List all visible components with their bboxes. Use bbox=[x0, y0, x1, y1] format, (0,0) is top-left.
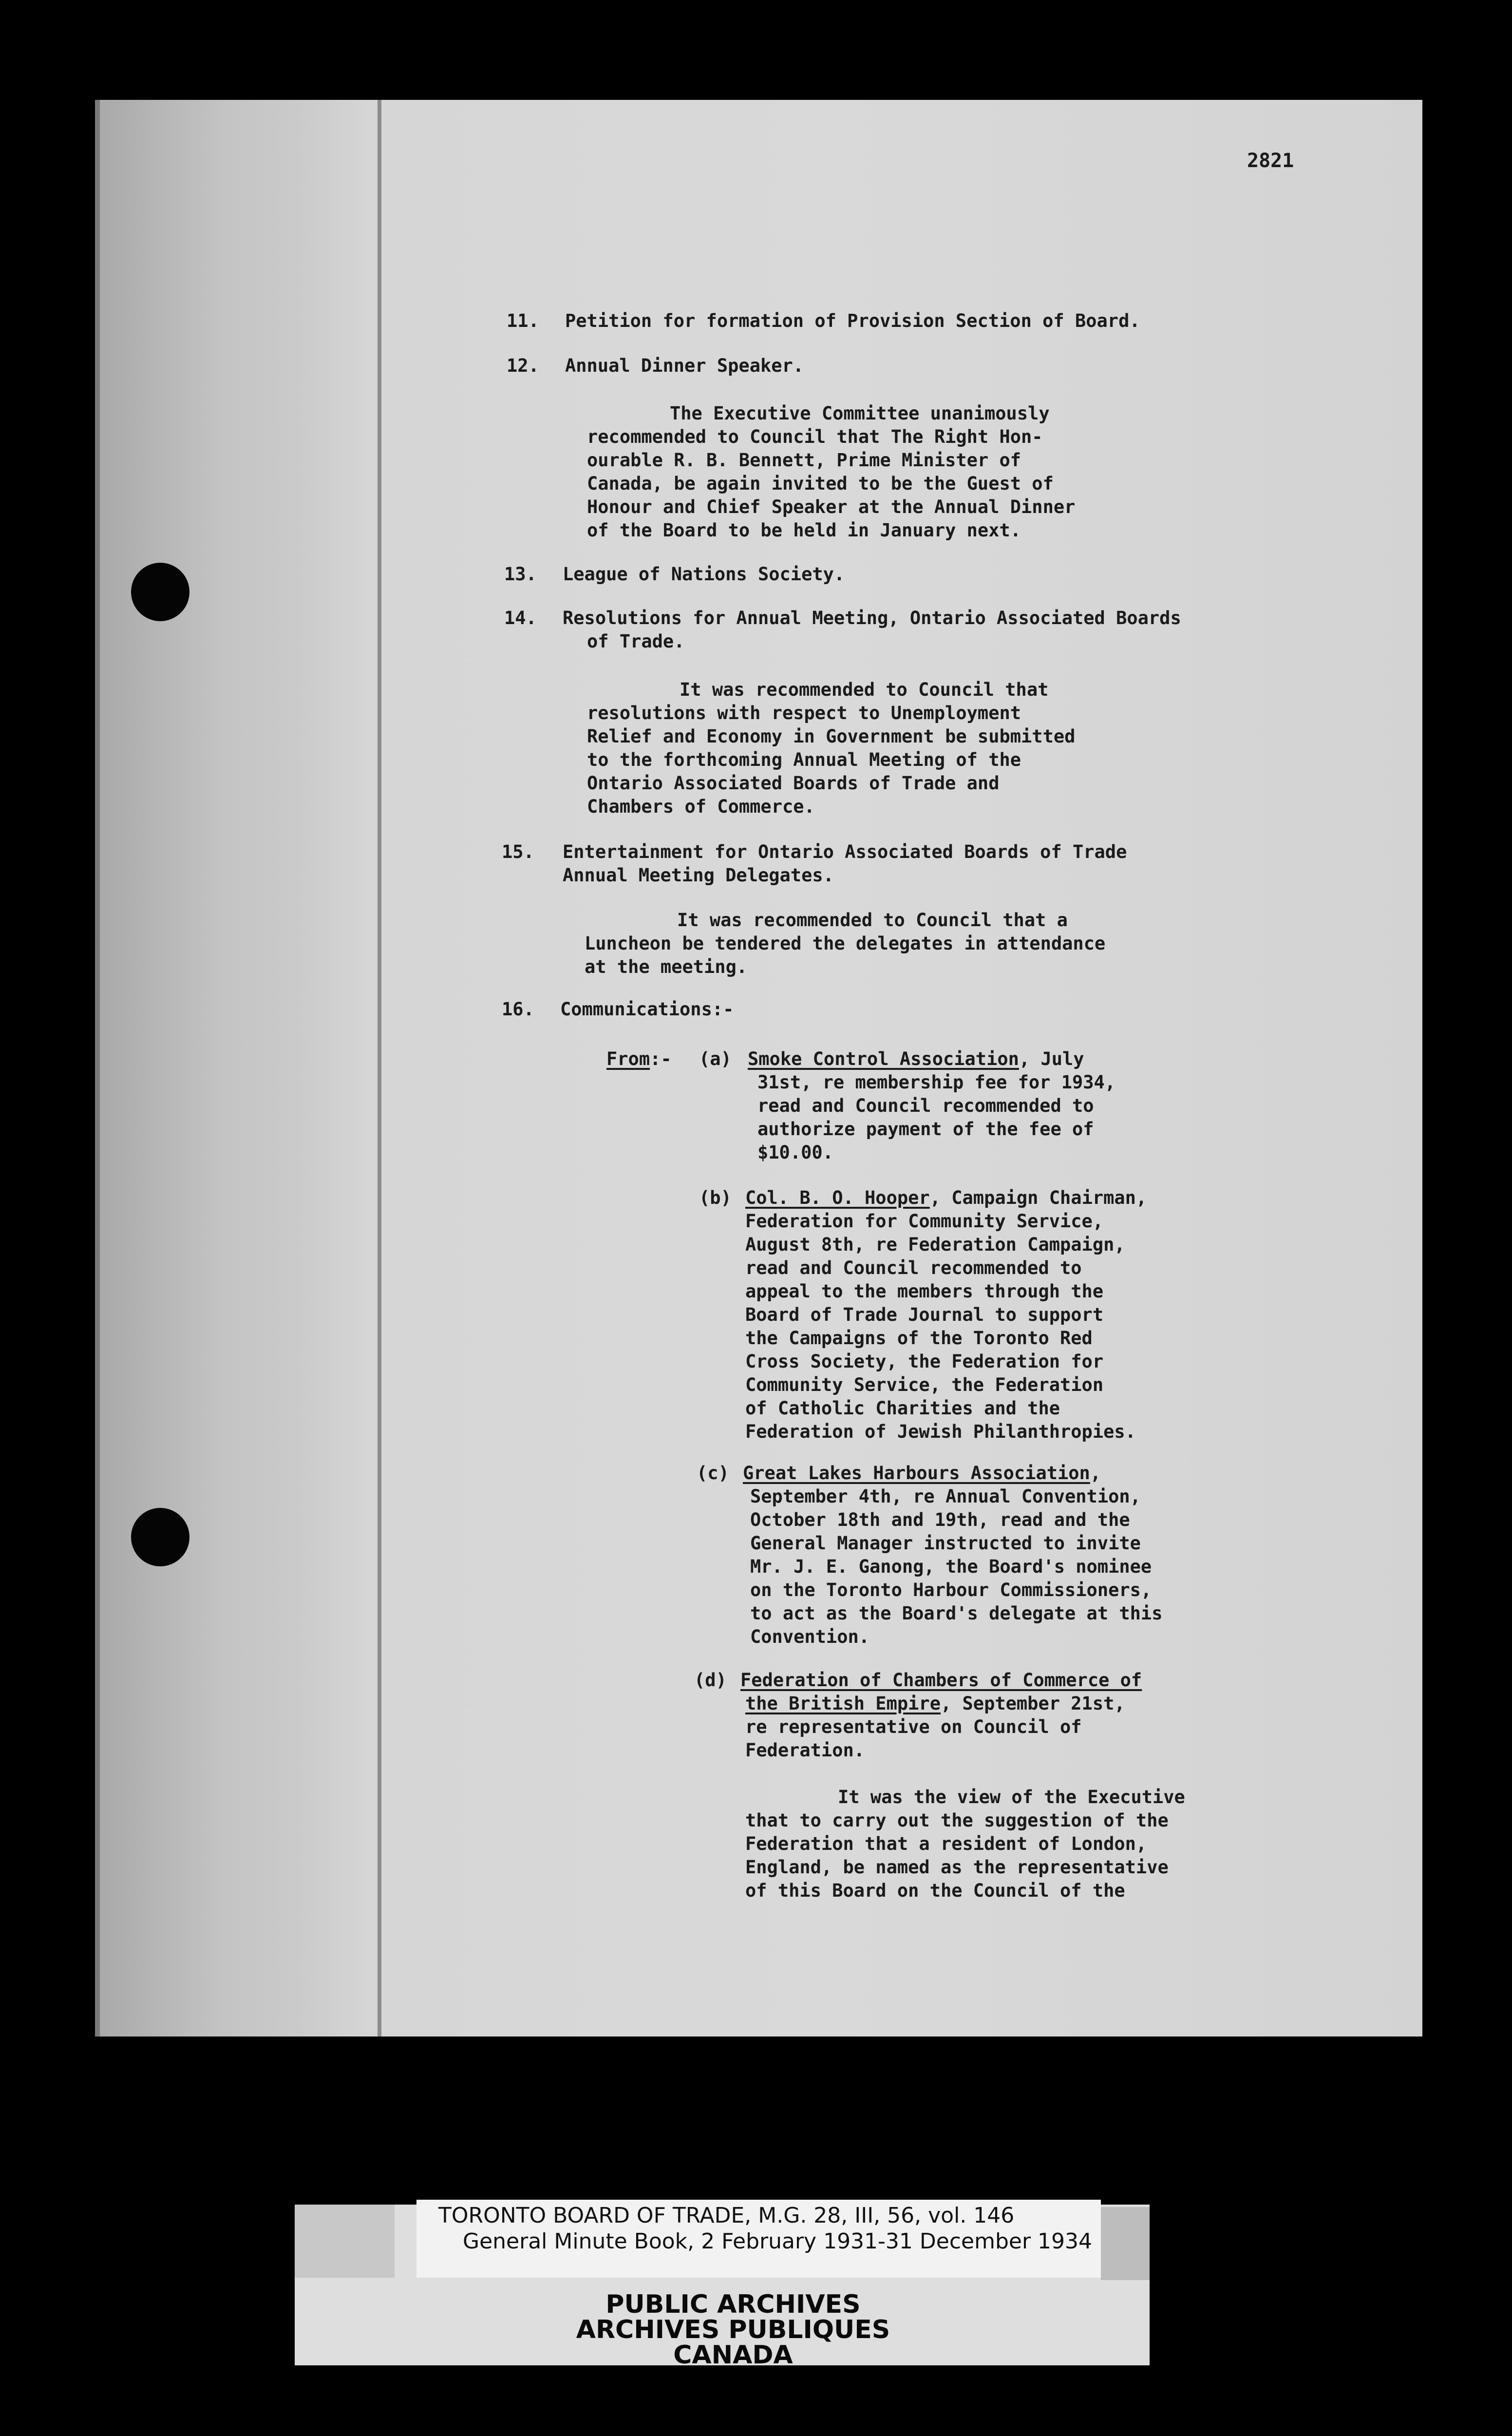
item-number: 16. bbox=[502, 999, 534, 1020]
comm-line: re representative on Council of bbox=[745, 1716, 1082, 1737]
item-title: Annual Meeting Delegates. bbox=[563, 865, 834, 886]
item-title: Resolutions for Annual Meeting, Ontario Associated Boards bbox=[563, 608, 1181, 628]
comm-line: Convention. bbox=[750, 1626, 870, 1647]
archive-label-tab bbox=[295, 2205, 395, 2278]
comm-line: authorize payment of the fee of bbox=[757, 1119, 1094, 1140]
paragraph-line: that to carry out the suggestion of the bbox=[745, 1810, 1169, 1831]
paragraph-line: Ontario Associated Boards of Trade and bbox=[587, 773, 1000, 794]
comm-line: of Catholic Charities and the bbox=[745, 1398, 1060, 1419]
comm-letter: (b) bbox=[699, 1187, 732, 1208]
paragraph-line: England, be named as the representative bbox=[745, 1857, 1169, 1878]
paragraph-line: of the Board to be held in January next. bbox=[587, 520, 1021, 541]
comm-line: August 8th, re Federation Campaign, bbox=[745, 1234, 1125, 1255]
item-number: 12. bbox=[507, 355, 539, 376]
paragraph-line: resolutions with respect to Unemployment bbox=[587, 703, 1021, 723]
archive-reference-line2: General Minute Book, 2 February 1931-31 December 1934 bbox=[463, 2229, 1093, 2254]
paragraph-line: Federation that a resident of London, bbox=[745, 1833, 1147, 1854]
item-title: Petition for formation of Provision Section of Board. bbox=[565, 310, 1140, 331]
item-title: Entertainment for Ontario Associated Boards of Trade bbox=[563, 841, 1127, 862]
comm-line: Community Service, the Federation bbox=[745, 1374, 1104, 1395]
archives-name-en: PUBLIC ARCHIVES bbox=[605, 2290, 861, 2319]
comm-d-heading: Federation of Chambers of Commerce of bbox=[740, 1670, 1142, 1691]
archive-reference-line1: TORONTO BOARD OF TRADE, M.G. 28, III, 56, vol. 146 bbox=[438, 2203, 1015, 2228]
comm-b-heading: Col. B. O. Hooper, Campaign Chairman, bbox=[745, 1187, 1147, 1208]
comm-letter: (c) bbox=[697, 1463, 729, 1484]
archives-country: CANADA bbox=[673, 2341, 793, 2370]
comm-line: Federation of Jewish Philanthropies. bbox=[745, 1421, 1136, 1442]
paragraph-line: recommended to Council that The Right Hon- bbox=[587, 426, 1043, 447]
item-title: Annual Dinner Speaker. bbox=[565, 355, 804, 376]
archive-label-tab bbox=[1101, 2207, 1150, 2280]
paragraph-line: Honour and Chief Speaker at the Annual Dinner bbox=[587, 496, 1076, 517]
item-number: 13. bbox=[504, 564, 537, 585]
comm-line: on the Toronto Harbour Commissioners, bbox=[750, 1580, 1152, 1600]
comm-line: Board of Trade Journal to support bbox=[745, 1304, 1104, 1325]
comm-line: the Campaigns of the Toronto Red bbox=[745, 1328, 1093, 1349]
paragraph-line: Luncheon be tendered the delegates in attendance bbox=[585, 933, 1106, 954]
comm-line: October 18th and 19th, read and the bbox=[750, 1509, 1130, 1530]
comm-a-heading: Smoke Control Association, July bbox=[748, 1048, 1084, 1069]
item-number: 11. bbox=[507, 310, 539, 331]
comm-line: General Manager instructed to invite bbox=[750, 1533, 1141, 1554]
item-title: Communications:- bbox=[560, 999, 734, 1020]
punch-hole bbox=[131, 1508, 189, 1566]
comm-line: to act as the Board's delegate at this bbox=[750, 1603, 1163, 1624]
comm-line: September 4th, re Annual Convention, bbox=[750, 1486, 1141, 1507]
margin-rule bbox=[378, 100, 381, 2036]
paragraph-line: It was the view of the Executive bbox=[838, 1787, 1185, 1808]
item-title: of Trade. bbox=[587, 631, 685, 652]
comm-line: read and Council recommended to bbox=[757, 1095, 1094, 1116]
paragraph-line: at the meeting. bbox=[585, 956, 748, 977]
paragraph-line: of this Board on the Council of the bbox=[745, 1880, 1125, 1901]
comm-line: Federation for Community Service, bbox=[745, 1211, 1104, 1232]
comm-line: Mr. J. E. Ganong, the Board's nominee bbox=[750, 1556, 1152, 1577]
comm-line: $10.00. bbox=[757, 1142, 833, 1163]
item-number: 14. bbox=[504, 608, 537, 628]
comm-line: 31st, re membership fee for 1934, bbox=[757, 1072, 1116, 1093]
comm-letter: (a) bbox=[699, 1048, 732, 1069]
comm-d-heading-cont: the British Empire, September 21st, bbox=[745, 1693, 1125, 1714]
item-title: League of Nations Society. bbox=[563, 564, 845, 585]
punch-hole bbox=[131, 563, 189, 621]
paragraph-line: Canada, be again invited to be the Guest of bbox=[587, 473, 1054, 494]
comm-line: Federation. bbox=[745, 1740, 865, 1761]
item-number: 15. bbox=[502, 841, 534, 862]
comm-letter: (d) bbox=[694, 1670, 727, 1691]
comm-line: Cross Society, the Federation for bbox=[745, 1351, 1104, 1372]
from-label: From:- bbox=[606, 1048, 672, 1069]
paragraph-line: Relief and Economy in Government be submitted bbox=[587, 726, 1076, 747]
paragraph-line: to the forthcoming Annual Meeting of the bbox=[587, 749, 1021, 770]
comm-c-heading: Great Lakes Harbours Association, bbox=[743, 1463, 1101, 1484]
comm-line: read and Council recommended to bbox=[745, 1257, 1082, 1278]
paragraph-line: It was recommended to Council that bbox=[680, 679, 1049, 700]
paragraph-line: The Executive Committee unanimously bbox=[670, 403, 1050, 424]
paragraph-line: Chambers of Commerce. bbox=[587, 796, 815, 817]
page-number: 2821 bbox=[1247, 150, 1294, 172]
paragraph-line: It was recommended to Council that a bbox=[677, 910, 1068, 931]
comm-line: appeal to the members through the bbox=[745, 1281, 1104, 1302]
archives-name-fr: ARCHIVES PUBLIQUES bbox=[576, 2315, 890, 2344]
paragraph-line: ourable R. B. Bennett, Prime Minister of bbox=[587, 450, 1021, 471]
